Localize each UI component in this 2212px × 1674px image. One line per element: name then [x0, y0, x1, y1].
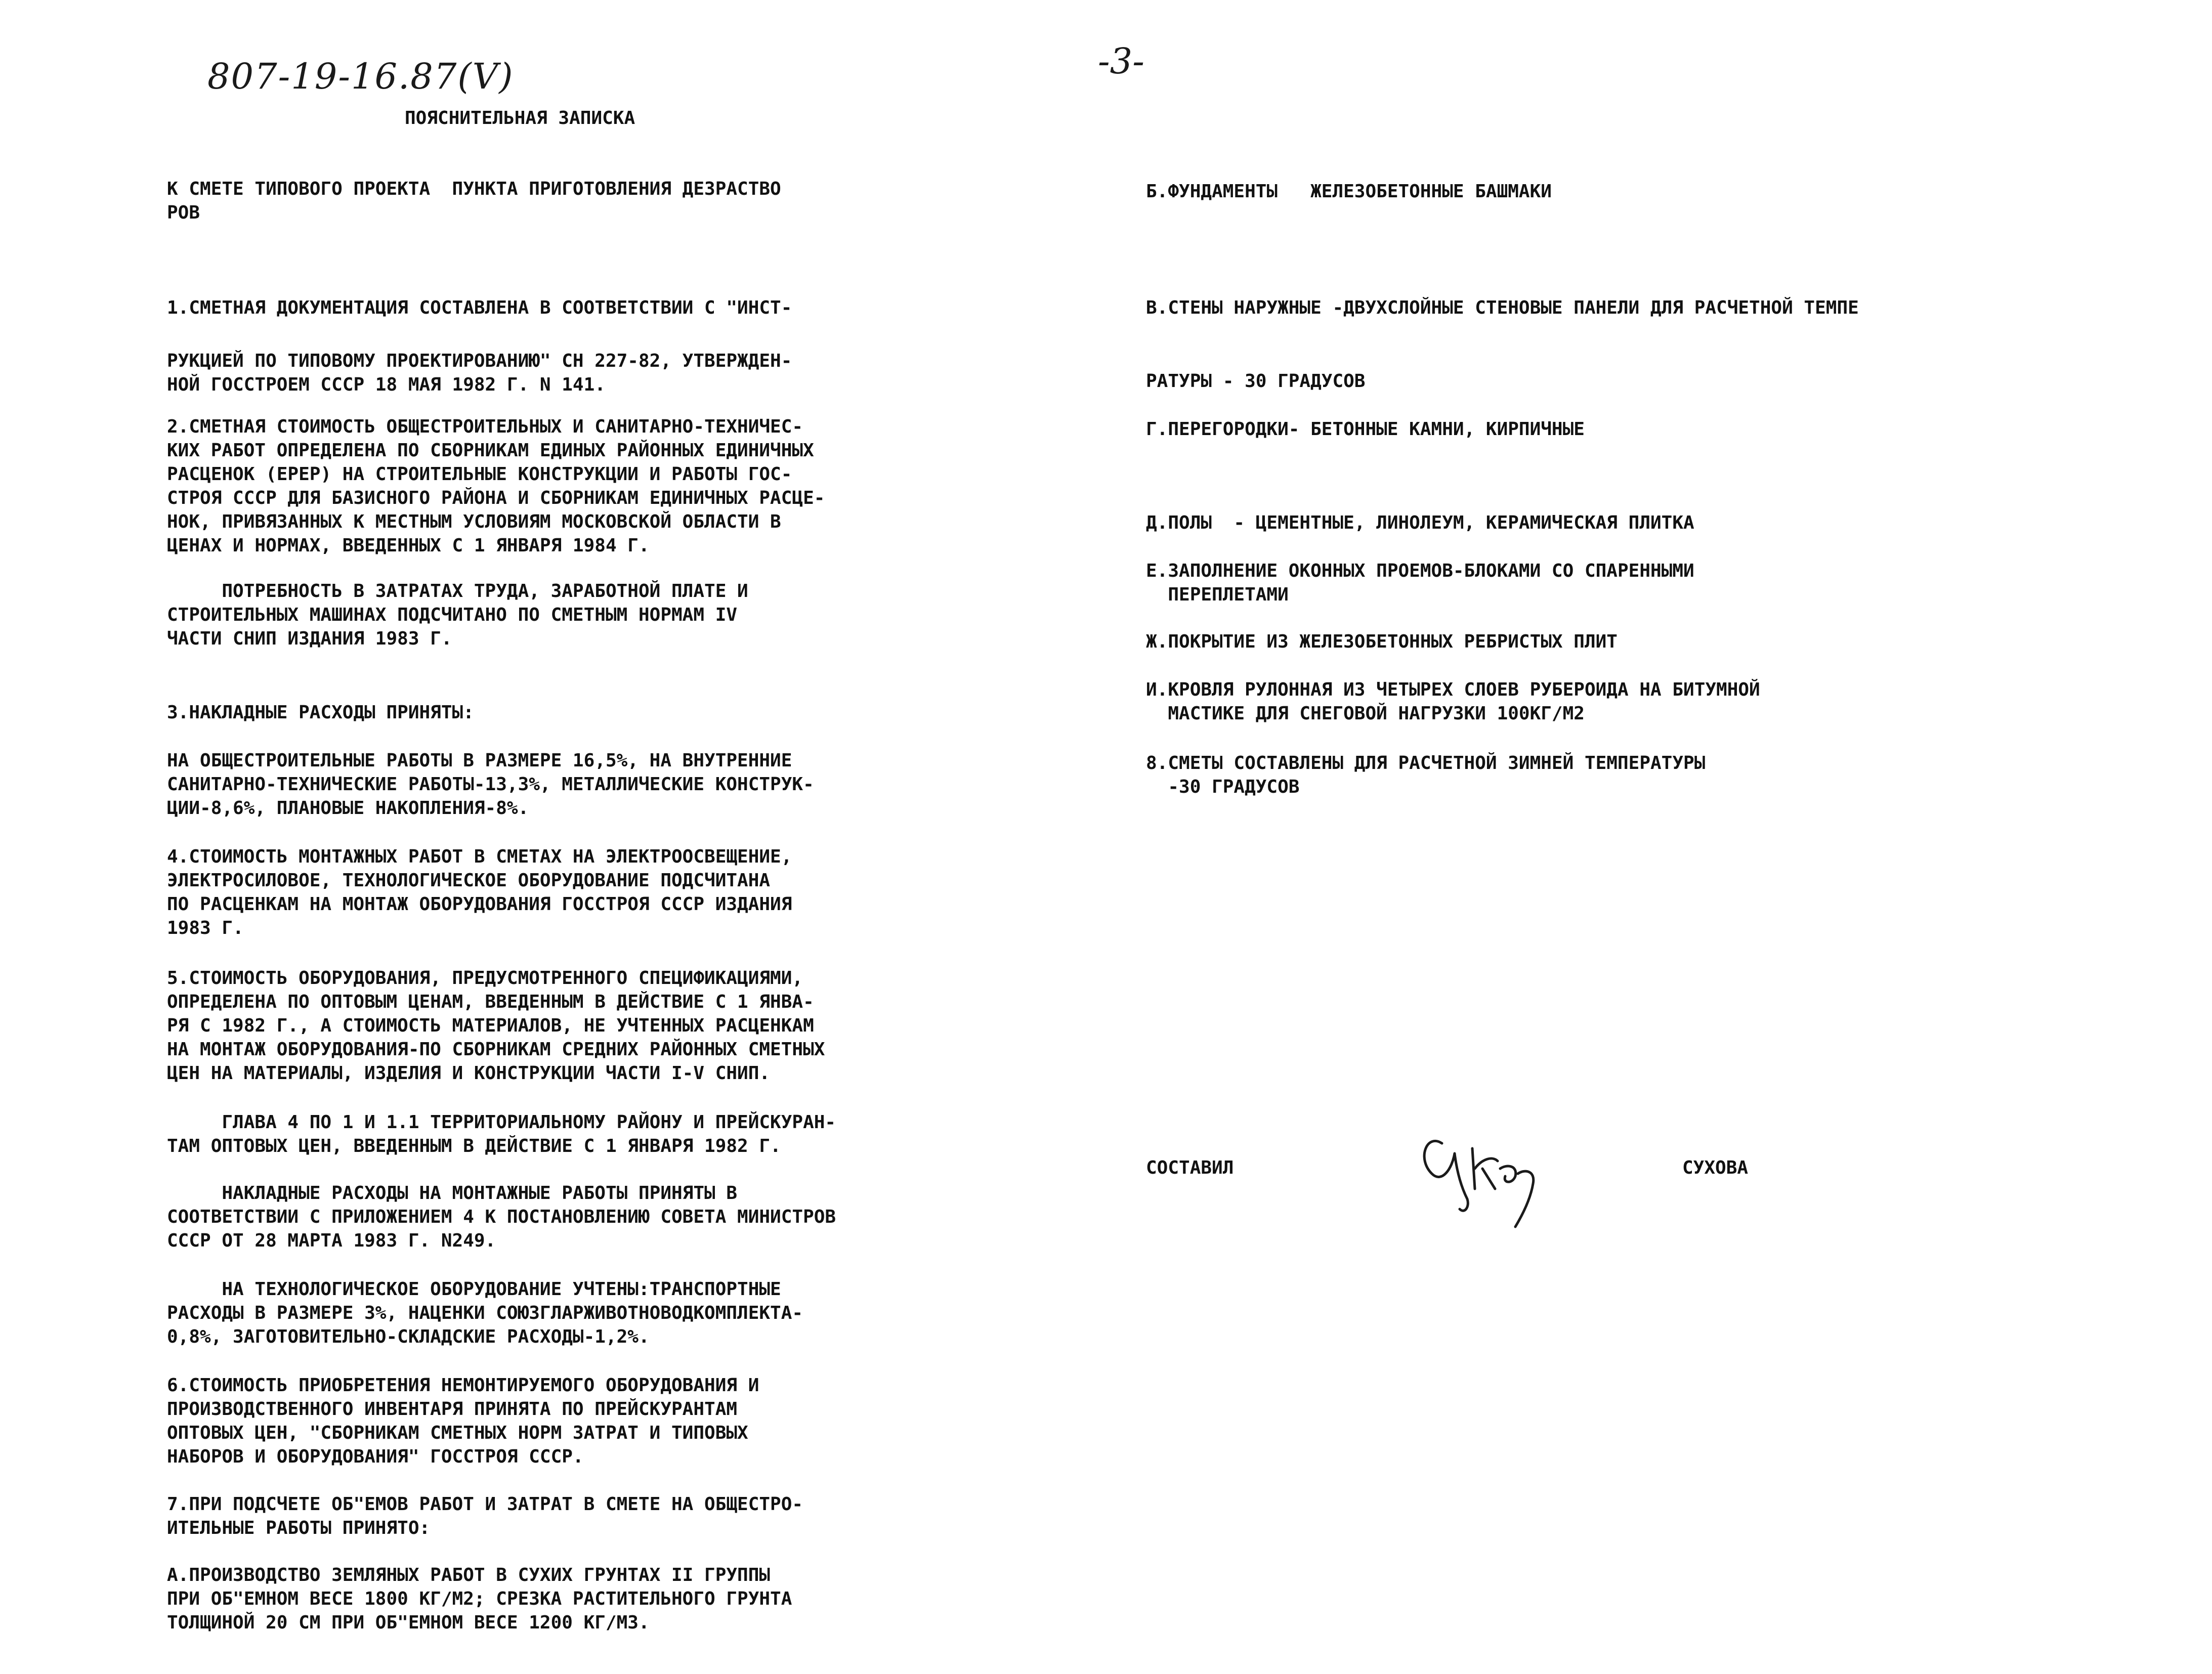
text-line: ПРОИЗВОДСТВЕННОГО ИНВЕНТАРЯ ПРИНЯТА ПО ПРЕЙСКУРАНТАМ [167, 1399, 738, 1420]
text-line: СССР ОТ 28 МАРТА 1983 Г. N249. [167, 1230, 496, 1251]
text-line: ПО РАСЦЕНКАМ НА МОНТАЖ ОБОРУДОВАНИЯ ГОССТРОЯ СССР ИЗДАНИЯ [167, 894, 792, 915]
text-line: И.КРОВЛЯ РУЛОННАЯ ИЗ ЧЕТЫРЕХ СЛОЕВ РУБЕРОИДА НА БИТУМНОЙ [1146, 679, 1760, 700]
text-line: Г.ПЕРЕГОРОДКИ- БЕТОННЫЕ КАМНИ, КИРПИЧНЫЕ [1146, 419, 1585, 440]
section-7zh-roof-slabs [1146, 630, 1618, 654]
text-line: РЯ С 1982 Г., А СТОИМОСТЬ МАТЕРИАЛОВ, НЕ УЧТЕННЫХ РАСЦЕНКАМ [167, 1015, 814, 1036]
text-line: НОК, ПРИВЯЗАННЫХ К МЕСТНЫМ УСЛОВИЯМ МОСКОВСКОЙ ОБЛАСТИ В [167, 511, 781, 532]
text-line: СТРОЯ СССР ДЛЯ БАЗИСНОГО РАЙОНА И СБОРНИКАМ ЕДИНИЧНЫХ РАСЦЕ- [167, 488, 825, 508]
section-1 [167, 296, 792, 320]
text-line: 2.СМЕТНАЯ СТОИМОСТЬ ОБЩЕСТРОИТЕЛЬНЫХ И САНИТАРНО-ТЕХНИЧЕС- [167, 416, 803, 437]
page-number: -3- [1098, 40, 1144, 82]
text-line: РОВ [167, 202, 200, 223]
text-line: НАБОРОВ И ОБОРУДОВАНИЯ" ГОССТРОЯ СССР. [167, 1446, 584, 1467]
signature [1407, 1113, 1558, 1244]
text-line: 1983 Г. [167, 918, 244, 938]
section-1-continued [167, 349, 792, 397]
text-line: СТРОИТЕЛЬНЫХ МАШИНАХ ПОДСЧИТАНО ПО СМЕТНЫМ НОРМАМ IV [167, 605, 738, 625]
section-7i-roofing [1146, 678, 1760, 725]
section-2 [167, 415, 825, 557]
text-line: Е.ЗАПОЛНЕНИЕ ОКОННЫХ ПРОЕМОВ-БЛОКАМИ СО СПАРЕННЫМИ [1146, 561, 1694, 581]
section-7v-walls-continued [1146, 369, 1365, 393]
text-line: ОПРЕДЕЛЕНА ПО ОПТОВЫМ ЦЕНАМ, ВВЕДЕННЫМ В ДЕЙСТВИЕ С 1 ЯНВА- [167, 992, 814, 1012]
section-7e-windows [1146, 559, 1694, 607]
section-7v-walls [1146, 296, 1859, 320]
section-5-equipment-note [167, 1277, 803, 1349]
section-3-rates [167, 749, 814, 820]
text-line: 1.СМЕТНАЯ ДОКУМЕНТАЦИЯ СОСТАВЛЕНА В СООТВЕТСТВИИ С "ИНСТ- [167, 297, 792, 318]
text-line: ЦЕНАХ И НОРМАХ, ВВЕДЕННЫХ С 1 ЯНВАРЯ 1984 Г. [167, 535, 650, 556]
text-line: КИХ РАБОТ ОПРЕДЕЛЕНА ПО СБОРНИКАМ ЕДИНЫХ РАЙОННЫХ ЕДИНИЧНЫХ [167, 440, 814, 461]
text-line: Ж.ПОКРЫТИЕ ИЗ ЖЕЛЕЗОБЕТОННЫХ РЕБРИСТЫХ ПЛИТ [1146, 631, 1618, 652]
text-line: ПЕРЕПЛЕТАМИ [1146, 584, 1289, 605]
section-8 [1146, 751, 1705, 799]
text-line: РАСХОДЫ В РАЗМЕРЕ 3%, НАЦЕНКИ СОЮЗГЛАРЖИВОТНОВОДКОМПЛЕКТА- [167, 1303, 803, 1323]
text-line: СООТВЕТСТВИИ С ПРИЛОЖЕНИЕМ 4 К ПОСТАНОВЛЕНИЮ СОВЕТА МИНИСТРОВ [167, 1207, 836, 1227]
section-3 [167, 701, 474, 724]
section-7b-foundations [1146, 180, 1552, 203]
text-line: НАКЛАДНЫЕ РАСХОДЫ НА МОНТАЖНЫЕ РАБОТЫ ПРИНЯТЫ В [167, 1183, 738, 1204]
estimate-subject [167, 177, 781, 225]
text-line: ГЛАВА 4 ПО 1 И 1.1 ТЕРРИТОРИАЛЬНОМУ РАЙОНУ И ПРЕЙСКУРАН- [167, 1112, 836, 1133]
text-line: ПОТРЕБНОСТЬ В ЗАТРАТАХ ТРУДА, ЗАРАБОТНОЙ ПЛАТЕ И [167, 581, 748, 602]
text-line: НА ТЕХНОЛОГИЧЕСКОЕ ОБОРУДОВАНИЕ УЧТЕНЫ:ТРАНСПОРТНЫЕ [167, 1279, 781, 1300]
compiler-name: СУХОВА [1682, 1157, 1749, 1178]
section-6 [167, 1373, 759, 1469]
text-line: РАСЦЕНОК (ЕРЕР) НА СТРОИТЕЛЬНЫЕ КОНСТРУКЦИИ И РАБОТЫ ГОС- [167, 464, 792, 485]
text-line: НА ОБЩЕСТРОИТЕЛЬНЫЕ РАБОТЫ В РАЗМЕРЕ 16,5%, НА ВНУТРЕННИЕ [167, 750, 792, 771]
section-7g-partitions [1146, 417, 1585, 441]
text-line: 3.НАКЛАДНЫЕ РАСХОДЫ ПРИНЯТЫ: [167, 702, 474, 723]
section-2-labor-note [167, 579, 748, 651]
text-line: 6.СТОИМОСТЬ ПРИОБРЕТЕНИЯ НЕМОНТИРУЕМОГО ОБОРУДОВАНИЯ И [167, 1375, 759, 1396]
compiled-by-label: СОСТАВИЛ [1146, 1157, 1234, 1178]
text-line: НОЙ ГОССТРОЕМ СССР 18 МАЯ 1982 Г. N 141. [167, 374, 606, 395]
text-line: ТОЛЩИНОЙ 20 СМ ПРИ ОБ"ЕМНОМ ВЕСЕ 1200 КГ/М3. [167, 1612, 650, 1633]
text-line: НА МОНТАЖ ОБОРУДОВАНИЯ-ПО СБОРНИКАМ СРЕДНИХ РАЙОННЫХ СМЕТНЫХ [167, 1039, 825, 1060]
text-line: Б.ФУНДАМЕНТЫ ЖЕЛЕЗОБЕТОННЫЕ БАШМАКИ [1146, 181, 1552, 202]
section-7d-floors [1146, 511, 1694, 535]
document-number: 807-19-16.87(V) [207, 56, 514, 97]
text-line: ЦЕН НА МАТЕРИАЛЫ, ИЗДЕЛИЯ И КОНСТРУКЦИИ ЧАСТИ I-V СНИП. [167, 1063, 771, 1084]
text-line: А.ПРОИЗВОДСТВО ЗЕМЛЯНЫХ РАБОТ В СУХИХ ГРУНТАХ II ГРУППЫ [167, 1565, 771, 1585]
section-5-chapter-note [167, 1110, 836, 1158]
section-5-overhead-note [167, 1181, 836, 1253]
text-line: САНИТАРНО-ТЕХНИЧЕСКИЕ РАБОТЫ-13,3%, МЕТАЛЛИЧЕСКИЕ КОНСТРУК- [167, 774, 814, 795]
text-line: 4.СТОИМОСТЬ МОНТАЖНЫХ РАБОТ В СМЕТАХ НА ЭЛЕКТРООСВЕЩЕНИЕ, [167, 846, 792, 867]
text-line: ПРИ ОБ"ЕМНОМ ВЕСЕ 1800 КГ/М2; СРЕЗКА РАСТИТЕЛЬНОГО ГРУНТА [167, 1589, 792, 1609]
document-title: ПОЯСНИТЕЛЬНАЯ ЗАПИСКА [405, 108, 635, 128]
text-line: ЭЛЕКТРОСИЛОВОЕ, ТЕХНОЛОГИЧЕСКОЕ ОБОРУДОВАНИЕ ПОДСЧИТАНА [167, 870, 771, 891]
text-line: Д.ПОЛЫ - ЦЕМЕНТНЫЕ, ЛИНОЛЕУМ, КЕРАМИЧЕСКАЯ ПЛИТКА [1146, 512, 1694, 533]
text-line: -30 ГРАДУСОВ [1146, 777, 1300, 797]
text-line: РАТУРЫ - 30 ГРАДУСОВ [1146, 371, 1366, 392]
text-line: 0,8%, ЗАГОТОВИТЕЛЬНО-СКЛАДСКИЕ РАСХОДЫ-1,2%. [167, 1326, 650, 1347]
section-4 [167, 845, 792, 940]
text-line: 8.СМЕТЫ СОСТАВЛЕНЫ ДЛЯ РАСЧЕТНОЙ ЗИМНЕЙ ТЕМПЕРАТУРЫ [1146, 753, 1706, 774]
text-line: ИТЕЛЬНЫЕ РАБОТЫ ПРИНЯТО: [167, 1518, 431, 1538]
text-line: В.СТЕНЫ НАРУЖНЫЕ -ДВУХСЛОЙНЫЕ СТЕНОВЫЕ ПАНЕЛИ ДЛЯ РАСЧЕТНОЙ ТЕМПЕ [1146, 297, 1859, 318]
text-line: К СМЕТЕ ТИПОВОГО ПРОЕКТА ПУНКТА ПРИГОТОВЛЕНИЯ ДЕЗРАСТВО [167, 179, 781, 199]
text-line: ЦИИ-8,6%, ПЛАНОВЫЕ НАКОПЛЕНИЯ-8%. [167, 798, 529, 819]
text-line: ЧАСТИ СНИП ИЗДАНИЯ 1983 Г. [167, 628, 452, 649]
text-line: ОПТОВЫХ ЦЕН, "СБОРНИКАМ СМЕТНЫХ НОРМ ЗАТРАТ И ТИПОВЫХ [167, 1423, 748, 1443]
text-line: 7.ПРИ ПОДСЧЕТЕ ОБ"ЕМОВ РАБОТ И ЗАТРАТ В СМЕТЕ НА ОБЩЕСТРО- [167, 1494, 803, 1515]
section-5 [167, 966, 825, 1085]
section-7 [167, 1492, 803, 1540]
text-line: МАСТИКЕ ДЛЯ СНЕГОВОЙ НАГРУЗКИ 100КГ/М2 [1146, 703, 1585, 724]
text-line: РУКЦИЕЙ ПО ТИПОВОМУ ПРОЕКТИРОВАНИЮ" СН 227-82, УТВЕРЖДЕН- [167, 351, 792, 371]
section-7a [167, 1563, 792, 1635]
text-line: ТАМ ОПТОВЫХ ЦЕН, ВВЕДЕННЫМ В ДЕЙСТВИЕ С 1 ЯНВАРЯ 1982 Г. [167, 1136, 781, 1156]
text-line: 5.СТОИМОСТЬ ОБОРУДОВАНИЯ, ПРЕДУСМОТРЕННОГО СПЕЦИФИКАЦИЯМИ, [167, 968, 803, 989]
